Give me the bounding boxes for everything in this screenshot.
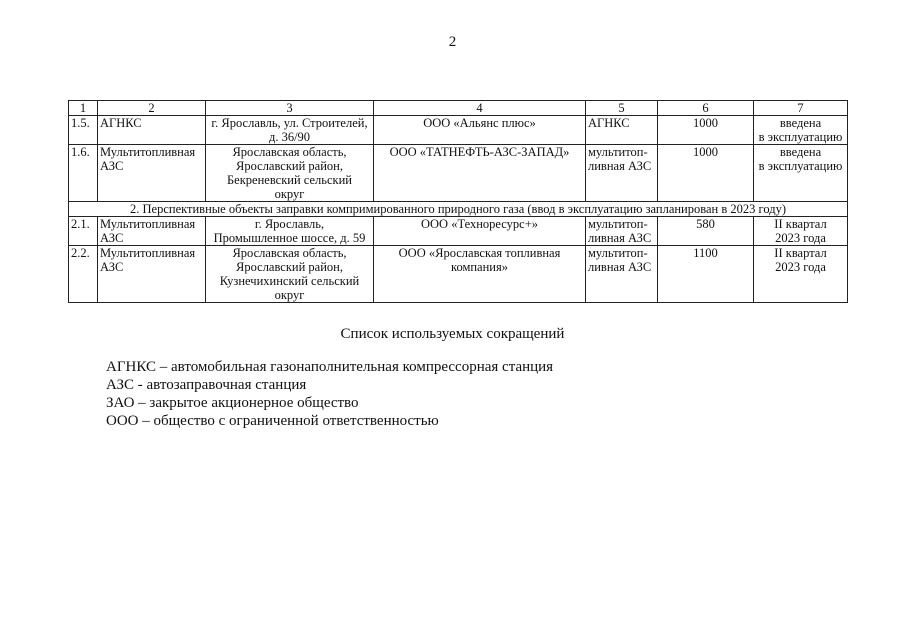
station-capacity: 580 [658,217,754,246]
station-address-line: д. 36/90 [268,130,311,144]
station-address-line: Ярославский район, [236,159,343,173]
table-row [69,217,848,246]
column-number-3: 3 [206,101,374,116]
station-type-line: ливная АЗС [588,231,652,245]
column-number-2: 2 [98,101,206,116]
row-number: 1.5. [69,116,98,145]
station-owner [374,145,586,202]
station-status-line: II квартал [774,217,827,231]
station-type-line: АГНКС [588,116,630,130]
table-row [69,116,848,145]
section-row [69,202,848,217]
station-status-line: 2023 года [775,260,826,274]
abbreviation-item: ООО – общество с ограниченной ответственностью [106,413,439,429]
station-address [206,145,374,202]
station-owner-line: ООО «Альянс плюс» [423,116,536,130]
station-status [754,217,848,246]
station-type [586,116,658,145]
abbreviation-item: ЗАО – закрытое акционерное общество [106,395,359,411]
station-status-line: введена [779,116,822,130]
station-address [206,116,374,145]
station-type [586,246,658,303]
gas-stations-table [68,100,848,303]
station-status [754,116,848,145]
row-number: 2.1. [69,217,98,246]
table-header-row [69,101,848,116]
station-status-line: в эксплуатацию [758,130,843,144]
column-number-6: 6 [658,101,754,116]
row-number: 1.6. [69,145,98,202]
station-status [754,145,848,202]
table-row [69,246,848,303]
station-address-line: Промышленное шоссе, д. 59 [213,231,366,245]
station-name: АГНКС [98,116,206,145]
station-capacity: 1000 [658,145,754,202]
station-address-line: Кузнечихинский сельский [219,274,360,288]
station-capacity: 1000 [658,116,754,145]
column-number-1: 1 [69,101,98,116]
station-status-line: введена [779,145,822,159]
station-type-line: мультитоп- [588,217,648,231]
station-name: Мультитопливная АЗС [98,217,206,246]
row-number: 2.2. [69,246,98,303]
station-address-line: Ярославская область, [232,246,347,260]
station-address-line: г. Ярославль, [254,217,325,231]
station-status [754,246,848,303]
station-owner-line: ООО «Техноресурс+» [420,217,539,231]
station-type [586,145,658,202]
table-row [69,145,848,202]
station-status-line: II квартал [774,246,827,260]
column-number-5: 5 [586,101,658,116]
station-owner [374,217,586,246]
section-title: 2. Перспективные объекты заправки компримированного природного газа (ввод в эксплуатацию запланирован в 2023 году) [69,202,848,217]
station-address-line: Ярославская область, [232,145,347,159]
station-name: Мультитопливная АЗС [98,246,206,303]
abbreviation-item: АГНКС – автомобильная газонаполнительная компрессорная станция [106,359,554,375]
station-capacity: 1100 [658,246,754,303]
station-status-line: 2023 года [775,231,826,245]
station-owner-line: ООО «ТАТНЕФТЬ-АЗС-ЗАПАД» [389,145,570,159]
column-number-4: 4 [374,101,586,116]
station-address-line: округ [274,187,305,201]
station-owner-line: ООО «Ярославская топливная [398,246,561,260]
station-owner [374,246,586,303]
station-type-line: мультитоп- [588,145,648,159]
page-number: 2 [448,34,457,50]
station-address [206,246,374,303]
station-status-line: в эксплуатацию [758,159,843,173]
station-address-line: округ [274,288,305,302]
station-address [206,217,374,246]
abbreviations-title: Список используемых сокращений [340,326,565,342]
station-type-line: ливная АЗС [588,260,652,274]
abbreviation-item: АЗС - автозаправочная станция [106,377,307,393]
abbreviations-list [106,358,553,430]
station-owner-line: компания» [451,260,508,274]
column-number-7: 7 [754,101,848,116]
station-address-line: Бекреневский сельский [227,173,352,187]
station-owner [374,116,586,145]
station-type-line: мультитоп- [588,246,648,260]
station-address-line: г. Ярославль, ул. Строителей, [211,116,368,130]
station-name: Мультитопливная АЗС [98,145,206,202]
station-address-line: Ярославский район, [236,260,343,274]
station-type [586,217,658,246]
station-type-line: ливная АЗС [588,159,652,173]
